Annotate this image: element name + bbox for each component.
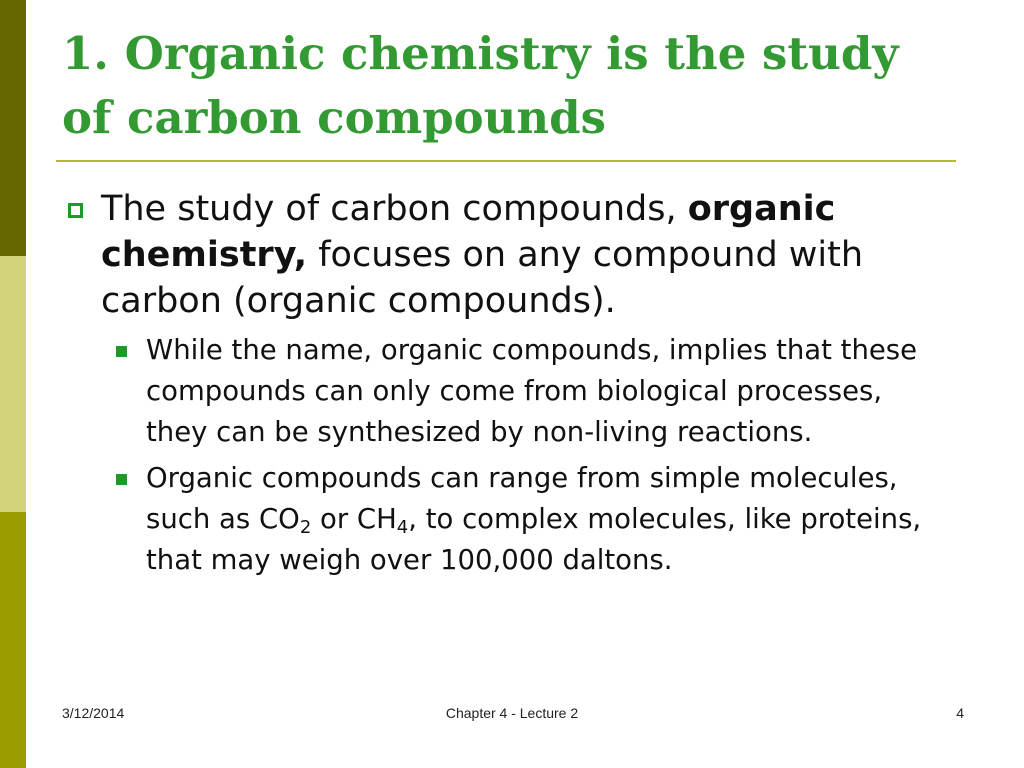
sub-bullet-2-part3: , to complex molecules, like proteins, that may weigh over 100,000 daltons. — [146, 503, 922, 576]
co2-subscript: 2 — [299, 517, 312, 538]
filled-square-bullet-icon — [116, 474, 127, 485]
hollow-square-bullet-icon — [68, 203, 83, 218]
bullet1-bold-term: organic chemistry, — [101, 189, 836, 275]
sub-bullet-1 — [146, 330, 962, 453]
footer-lecture-title: Chapter 4 - Lecture 2 — [445, 705, 579, 721]
sidebar-accent-top — [0, 0, 26, 256]
footer-page-number: 4 — [956, 705, 964, 721]
sidebar-accent-middle — [0, 256, 26, 512]
sidebar-accent-bottom — [0, 512, 26, 768]
sub-bullet-2-part1: Organic compounds can range from simple molecules, such as CO — [146, 462, 898, 535]
bullet1-text-after: focuses on any compound with carbon (organic compounds). — [101, 235, 864, 321]
ch4-subscript: 4 — [396, 517, 409, 538]
title-divider — [56, 160, 956, 162]
slide-title: 1. Organic chemistry is the study of carbon compounds — [62, 27, 899, 144]
sub-bullet-1-text: While the name, organic compounds, implies that these compounds can only come from biological processes, they can be synthesized by non-living reactions. — [146, 334, 918, 448]
footer-date: 3/12/2014 — [62, 705, 125, 721]
bullet1-text-before: The study of carbon compounds, — [101, 189, 688, 229]
filled-square-bullet-icon — [116, 346, 127, 357]
sub-bullet-2-part2: or CH — [311, 503, 397, 535]
sub-bullet-2 — [146, 458, 962, 581]
slide-content — [62, 186, 962, 581]
bullet-level1 — [62, 186, 962, 324]
